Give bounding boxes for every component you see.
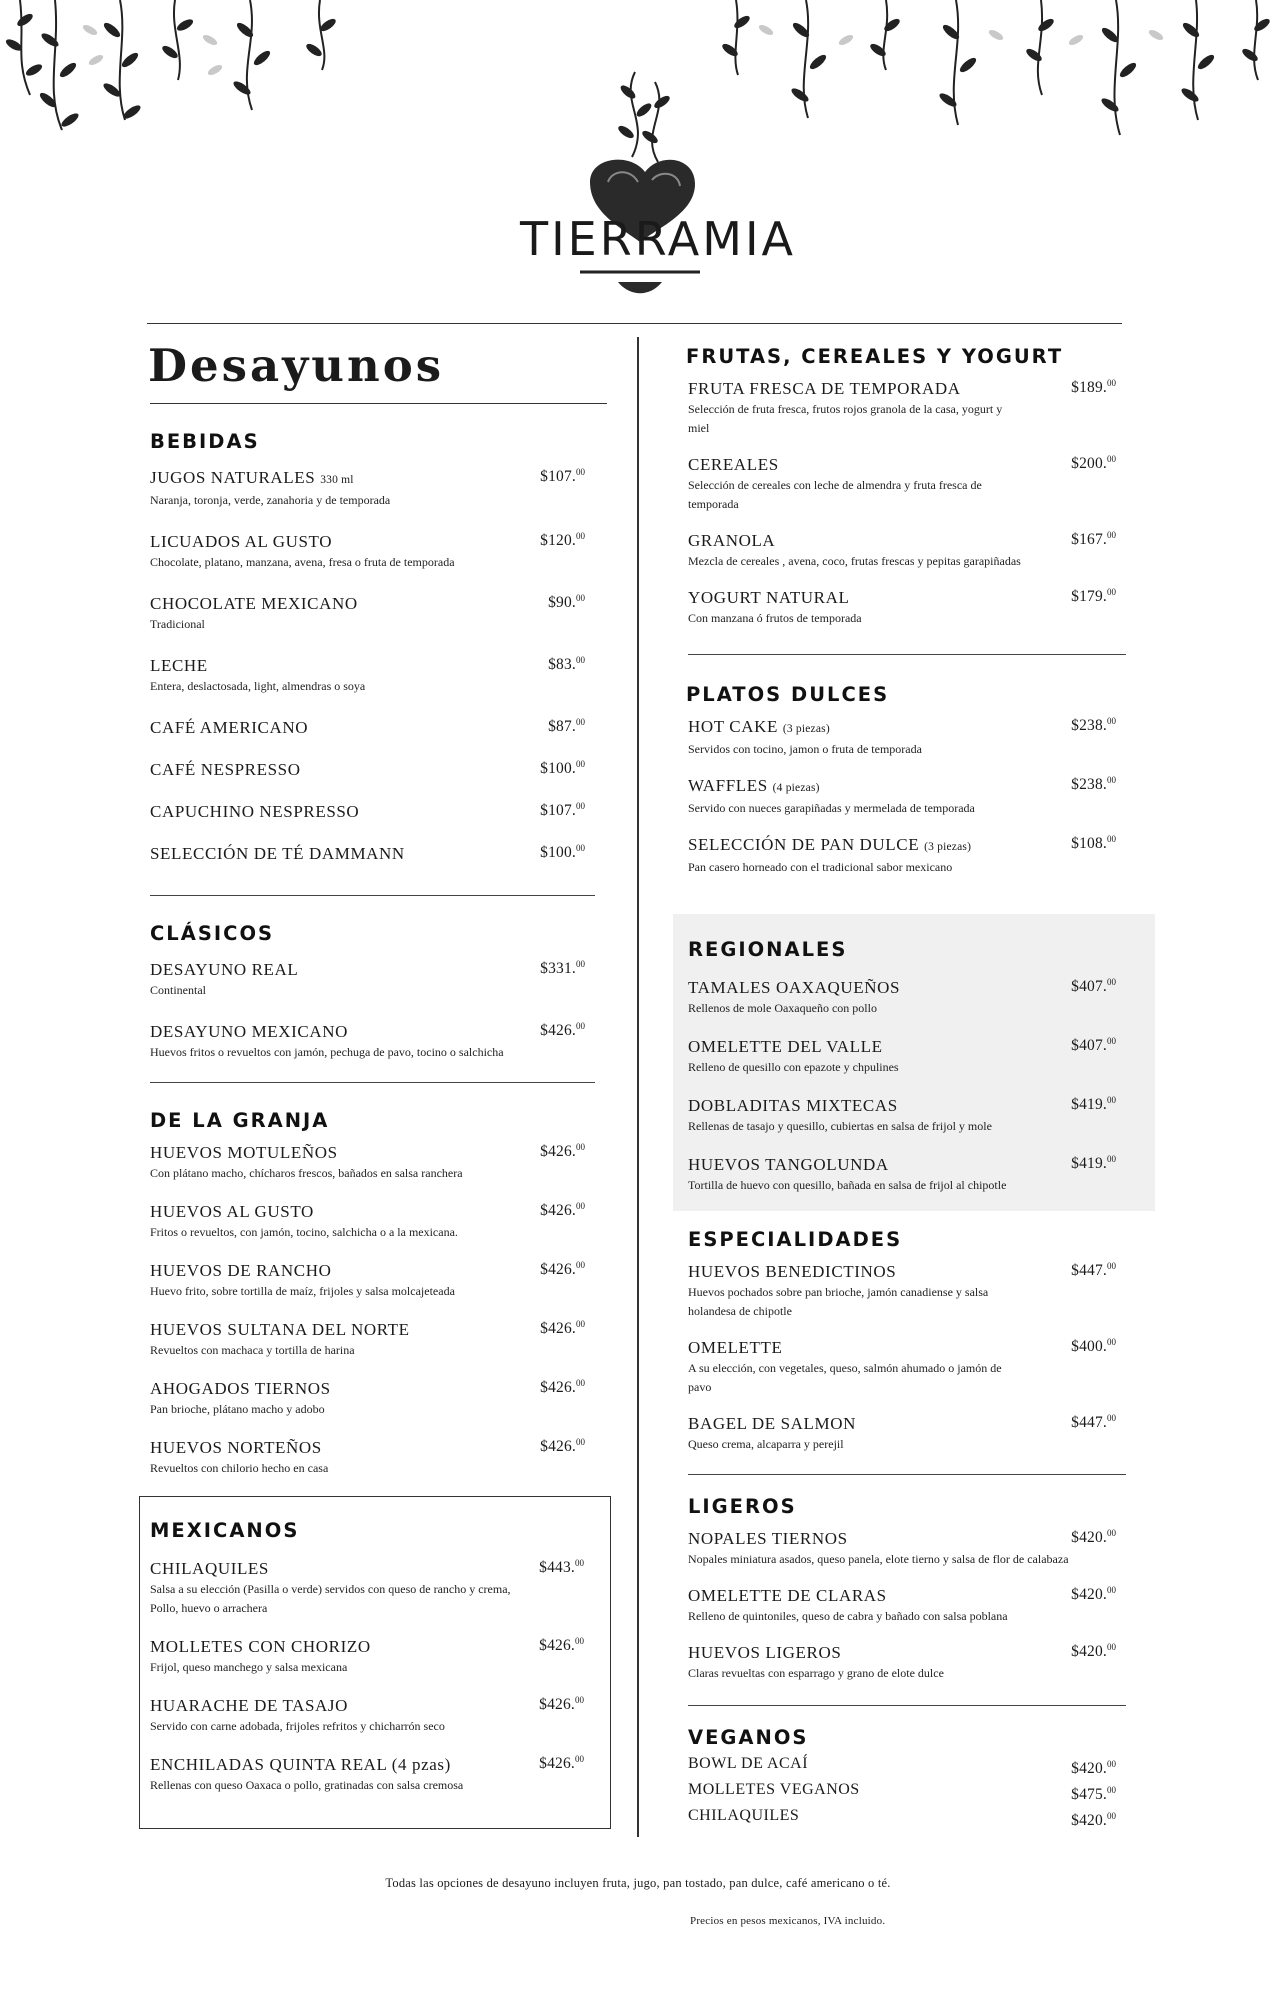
item-name: BOWL DE ACAÍ bbox=[688, 1755, 809, 1772]
item-price: $167.00 bbox=[1071, 530, 1116, 548]
item-description: Selección de fruta fresca, frutos rojos granola de la casa, yogurt y miel bbox=[688, 402, 1003, 435]
item-description: Servido con nueces garapiñadas y mermelada de temporada bbox=[688, 801, 975, 815]
left-column bbox=[150, 335, 595, 1499]
section-veganos bbox=[688, 1726, 1126, 1831]
item-description: Continental bbox=[150, 983, 206, 997]
menu-item bbox=[688, 716, 1126, 759]
item-price: $447.00 bbox=[1071, 1413, 1116, 1431]
section-dulces bbox=[688, 683, 1126, 877]
item-description: Tradicional bbox=[150, 617, 205, 631]
item-name: CHOCOLATE MEXICANO bbox=[150, 594, 358, 613]
item-price: $447.00 bbox=[1071, 1261, 1116, 1279]
item-price: $426.00 bbox=[540, 1319, 585, 1337]
menu-item bbox=[150, 1437, 595, 1478]
item-name: MOLLETES VEGANOS bbox=[688, 1781, 860, 1798]
item-name: HUEVOS MOTULEÑOS bbox=[150, 1143, 338, 1162]
item-description: Con manzana ó frutos de temporada bbox=[688, 611, 862, 625]
menu-item bbox=[150, 1319, 595, 1360]
item-price: $120.00 bbox=[540, 531, 585, 549]
section-title: CLÁSICOS bbox=[150, 922, 275, 945]
item-description: Huevos fritos o revueltos con jamón, pechuga de pavo, tocino o salchicha bbox=[150, 1045, 504, 1059]
header-divider bbox=[147, 323, 1122, 324]
menu-item bbox=[150, 467, 595, 510]
item-price: $426.00 bbox=[539, 1695, 584, 1713]
menu-item bbox=[688, 1528, 1126, 1569]
item-note: (4 piezas) bbox=[772, 782, 820, 794]
section-clasicos bbox=[150, 922, 595, 1083]
item-name: DESAYUNO MEXICANO bbox=[150, 1022, 348, 1041]
menu-item bbox=[150, 1558, 594, 1618]
item-price: $420.00 bbox=[1071, 1585, 1116, 1603]
item-price: $420.00 bbox=[1071, 1642, 1116, 1660]
menu-item bbox=[688, 1413, 1126, 1454]
item-price: $426.00 bbox=[540, 1437, 585, 1455]
vine-decoration-left-icon bbox=[0, 0, 420, 180]
item-name: CAPUCHINO NESPRESSO bbox=[150, 802, 360, 821]
section-divider bbox=[688, 1474, 1126, 1475]
menu-item bbox=[688, 775, 1126, 818]
menu-item bbox=[688, 1585, 1126, 1626]
item-description: Revueltos con machaca y tortilla de harina bbox=[150, 1343, 355, 1357]
section-title: PLATOS DULCES bbox=[686, 683, 890, 706]
item-price: $407.00 bbox=[1071, 1036, 1116, 1054]
item-price: $419.00 bbox=[1071, 1095, 1116, 1113]
item-price: $107.00 bbox=[540, 467, 585, 485]
section-granja bbox=[150, 1109, 595, 1478]
item-name: HUEVOS SULTANA DEL NORTE bbox=[150, 1320, 410, 1339]
item-price: $331.00 bbox=[540, 959, 585, 977]
item-description: Entera, deslactosada, light, almendras o soya bbox=[150, 679, 366, 693]
menu-item bbox=[150, 1636, 594, 1677]
section-divider bbox=[150, 895, 595, 896]
page-title: Desayunos bbox=[148, 339, 445, 392]
right-column bbox=[688, 335, 1126, 877]
item-name: SELECCIÓN DE TÉ DAMMANN bbox=[150, 844, 405, 863]
section-especialidades bbox=[688, 1228, 1126, 1475]
menu-item bbox=[150, 1021, 595, 1062]
item-name: JUGOS NATURALES bbox=[150, 468, 316, 487]
menu-item bbox=[688, 1753, 1126, 1779]
item-note: (3 piezas) bbox=[924, 841, 972, 853]
item-price: $426.00 bbox=[540, 1142, 585, 1160]
menu-item bbox=[688, 587, 1126, 628]
menu-item bbox=[150, 1754, 594, 1795]
section-title: MEXICANOS bbox=[150, 1519, 300, 1542]
brand-name: TIERRAMIA bbox=[520, 212, 796, 266]
item-note: (4 pzas) bbox=[391, 1755, 451, 1774]
section-regionales bbox=[673, 914, 1155, 1211]
item-description: Chocolate, platano, manzana, avena, fresa o fruta de temporada bbox=[150, 555, 455, 569]
footer-note: Todas las opciones de desayuno incluyen fruta, jugo, pan tostado, pan dulce, café americano o té. bbox=[385, 1876, 891, 1890]
menu-item bbox=[150, 655, 595, 696]
item-name: BAGEL DE SALMON bbox=[688, 1414, 856, 1433]
menu-item bbox=[688, 977, 1126, 1018]
item-note: 330 ml bbox=[320, 474, 354, 486]
item-price: $100.00 bbox=[540, 843, 585, 861]
item-name: HUARACHE DE TASAJO bbox=[150, 1696, 349, 1715]
item-name: HOT CAKE bbox=[688, 717, 778, 736]
menu-item bbox=[688, 1337, 1126, 1397]
item-price: $238.00 bbox=[1071, 716, 1116, 734]
item-price: $420.00 bbox=[1071, 1811, 1116, 1829]
menu-item bbox=[688, 1095, 1126, 1136]
vine-decoration-right-icon bbox=[696, 0, 1276, 180]
menu-item bbox=[688, 454, 1126, 514]
section-frutas bbox=[688, 335, 1126, 655]
item-price: $443.00 bbox=[539, 1558, 584, 1576]
item-name: HUEVOS NORTEÑOS bbox=[150, 1438, 322, 1457]
menu-item bbox=[150, 759, 595, 781]
item-name: OMELETTE bbox=[688, 1338, 783, 1357]
item-price: $107.00 bbox=[540, 801, 585, 819]
item-price: $420.00 bbox=[1071, 1759, 1116, 1777]
item-name: GRANOLA bbox=[688, 531, 776, 550]
item-description: Salsa a su elección (Pasilla o verde) servidos con queso de rancho y crema, Pollo, huevo o arrachera bbox=[150, 1582, 511, 1615]
item-price: $419.00 bbox=[1071, 1154, 1116, 1172]
menu-item bbox=[150, 843, 595, 865]
item-name: DOBLADITAS MIXTECAS bbox=[688, 1096, 898, 1115]
menu-item bbox=[688, 1036, 1126, 1077]
item-price: $426.00 bbox=[540, 1260, 585, 1278]
right-column-lower bbox=[688, 1228, 1126, 1831]
menu-item bbox=[688, 1642, 1126, 1683]
item-description: Pan casero horneado con el tradicional sabor mexicano bbox=[688, 860, 953, 874]
item-price: $238.00 bbox=[1071, 775, 1116, 793]
item-description: Huevos pochados sobre pan brioche, jamón canadiense y salsa holandesa de chipotle bbox=[688, 1285, 989, 1318]
item-name: TAMALES OAXAQUEÑOS bbox=[688, 978, 901, 997]
item-name: OMELETTE DE CLARAS bbox=[688, 1586, 887, 1605]
item-price: $189.00 bbox=[1071, 378, 1116, 396]
footer-prices-note: Precios en pesos mexicanos, IVA incluido. bbox=[690, 1915, 886, 1927]
item-name: NOPALES TIERNOS bbox=[688, 1529, 848, 1548]
item-price: $400.00 bbox=[1071, 1337, 1116, 1355]
item-description: Revueltos con chilorio hecho en casa bbox=[150, 1461, 329, 1475]
section-title: VEGANOS bbox=[688, 1726, 809, 1749]
item-description: Mezcla de cereales , avena, coco, frutas frescas y pepitas garapiñadas bbox=[688, 554, 1021, 568]
item-description: Nopales miniatura asados, queso panela, elote tierno y salsa de flor de calabaza bbox=[688, 1552, 1069, 1566]
section-divider bbox=[688, 654, 1126, 655]
item-note: (3 piezas) bbox=[782, 723, 830, 735]
item-price: $108.00 bbox=[1071, 834, 1116, 852]
item-description: Huevo frito, sobre tortilla de maíz, frijoles y salsa molcajeteada bbox=[150, 1284, 455, 1298]
menu-item bbox=[688, 1779, 1126, 1805]
item-price: $420.00 bbox=[1071, 1528, 1116, 1546]
item-price: $87.00 bbox=[548, 717, 585, 735]
item-name: HUEVOS LIGEROS bbox=[688, 1643, 842, 1662]
item-price: $426.00 bbox=[540, 1378, 585, 1396]
item-description: Rellenos de mole Oaxaqueño con pollo bbox=[688, 1001, 877, 1015]
item-description: Frijol, queso manchego y salsa mexicana bbox=[150, 1660, 348, 1674]
item-description: Con plátano macho, chícharos frescos, bañados en salsa ranchera bbox=[150, 1166, 463, 1180]
section-title: BEBIDAS bbox=[150, 430, 260, 453]
menu-item bbox=[150, 593, 595, 634]
section-title: REGIONALES bbox=[688, 938, 848, 961]
item-description: A su elección, con vegetales, queso, salmón ahumado o jamón de pavo bbox=[688, 1361, 1002, 1394]
section-mexicanos bbox=[139, 1496, 611, 1829]
menu-item bbox=[688, 834, 1126, 877]
menu-item bbox=[150, 1695, 594, 1736]
item-description: Rellenas de tasajo y quesillo, cubiertas en salsa de frijol y mole bbox=[688, 1119, 992, 1133]
item-name: FRUTA FRESCA DE TEMPORADA bbox=[688, 379, 961, 398]
item-description: Pan brioche, plátano macho y adobo bbox=[150, 1402, 325, 1416]
menu-item bbox=[150, 1142, 595, 1183]
section-divider bbox=[150, 1082, 595, 1083]
menu-item bbox=[150, 717, 595, 739]
menu-item bbox=[150, 1201, 595, 1242]
item-name: DESAYUNO REAL bbox=[150, 960, 299, 979]
menu-item bbox=[150, 1378, 595, 1419]
heart-logo-icon bbox=[520, 62, 796, 307]
item-name: CHILAQUILES bbox=[150, 1559, 269, 1578]
item-price: $426.00 bbox=[539, 1636, 584, 1654]
item-name: CHILAQUILES bbox=[688, 1807, 800, 1824]
menu-item bbox=[150, 959, 595, 1000]
item-description: Servido con carne adobada, frijoles refritos y chicharrón seco bbox=[150, 1719, 445, 1733]
item-price: $83.00 bbox=[548, 655, 585, 673]
item-price: $407.00 bbox=[1071, 977, 1116, 995]
item-name: HUEVOS DE RANCHO bbox=[150, 1261, 332, 1280]
item-price: $179.00 bbox=[1071, 587, 1116, 605]
item-price: $475.00 bbox=[1071, 1785, 1116, 1803]
column-divider bbox=[637, 337, 639, 1837]
item-name: OMELETTE DEL VALLE bbox=[688, 1037, 883, 1056]
item-price: $426.00 bbox=[539, 1754, 584, 1772]
item-name: LECHE bbox=[150, 656, 208, 675]
item-name: CAFÉ NESPRESSO bbox=[150, 760, 301, 779]
menu-item bbox=[150, 1260, 595, 1301]
brand-logo bbox=[520, 62, 796, 307]
item-description: Queso crema, alcaparra y perejil bbox=[688, 1437, 844, 1451]
item-name: HUEVOS TANGOLUNDA bbox=[688, 1155, 889, 1174]
section-title: FRUTAS, CEREALES Y YOGURT bbox=[686, 345, 1064, 368]
item-price: $426.00 bbox=[540, 1021, 585, 1039]
item-price: $426.00 bbox=[540, 1201, 585, 1219]
section-title: LIGEROS bbox=[688, 1495, 797, 1518]
item-name: CAFÉ AMERICANO bbox=[150, 718, 309, 737]
item-description: Naranja, toronja, verde, zanahoria y de temporada bbox=[150, 493, 391, 507]
menu-item bbox=[688, 1805, 1126, 1831]
section-title: ESPECIALIDADES bbox=[688, 1228, 903, 1251]
item-name: LICUADOS AL GUSTO bbox=[150, 532, 333, 551]
item-description: Claras revueltas con esparrago y grano de elote dulce bbox=[688, 1666, 944, 1680]
menu-item bbox=[688, 1154, 1126, 1195]
item-name: SELECCIÓN DE PAN DULCE bbox=[688, 835, 920, 854]
item-description: Selección de cereales con leche de almendra y fruta fresca de temporada bbox=[688, 478, 982, 511]
section-title: DE LA GRANJA bbox=[150, 1109, 330, 1132]
item-description: Servidos con tocino, jamon o fruta de temporada bbox=[688, 742, 922, 756]
section-ligeros bbox=[688, 1495, 1126, 1706]
item-price: $90.00 bbox=[548, 593, 585, 611]
title-divider bbox=[150, 403, 607, 404]
item-description: Rellenas con queso Oaxaca o pollo, gratinadas con salsa cremosa bbox=[150, 1778, 464, 1792]
item-name: AHOGADOS TIERNOS bbox=[150, 1379, 331, 1398]
item-name: HUEVOS BENEDICTINOS bbox=[688, 1262, 897, 1281]
section-divider bbox=[688, 1705, 1126, 1706]
item-name: CEREALES bbox=[688, 455, 779, 474]
section-bebidas bbox=[150, 430, 595, 896]
menu-item bbox=[688, 530, 1126, 571]
item-name: MOLLETES CON CHORIZO bbox=[150, 1637, 371, 1656]
menu-item bbox=[688, 1261, 1126, 1321]
item-name: ENCHILADAS QUINTA REAL bbox=[150, 1755, 387, 1774]
menu-item bbox=[688, 378, 1126, 438]
item-description: Relleno de quintoniles, queso de cabra y bañado con salsa poblana bbox=[688, 1609, 1008, 1623]
item-price: $100.00 bbox=[540, 759, 585, 777]
item-description: Relleno de quesillo con epazote y chpulines bbox=[688, 1060, 899, 1074]
item-name: HUEVOS AL GUSTO bbox=[150, 1202, 314, 1221]
item-description: Tortilla de huevo con quesillo, bañada en salsa de frijol al chipotle bbox=[688, 1178, 1007, 1192]
item-name: WAFFLES bbox=[688, 776, 768, 795]
item-description: Fritos o revueltos, con jamón, tocino, salchicha o a la mexicana. bbox=[150, 1225, 458, 1239]
menu-item bbox=[150, 531, 595, 572]
menu-item bbox=[150, 801, 595, 823]
item-price: $200.00 bbox=[1071, 454, 1116, 472]
item-name: YOGURT NATURAL bbox=[688, 588, 850, 607]
